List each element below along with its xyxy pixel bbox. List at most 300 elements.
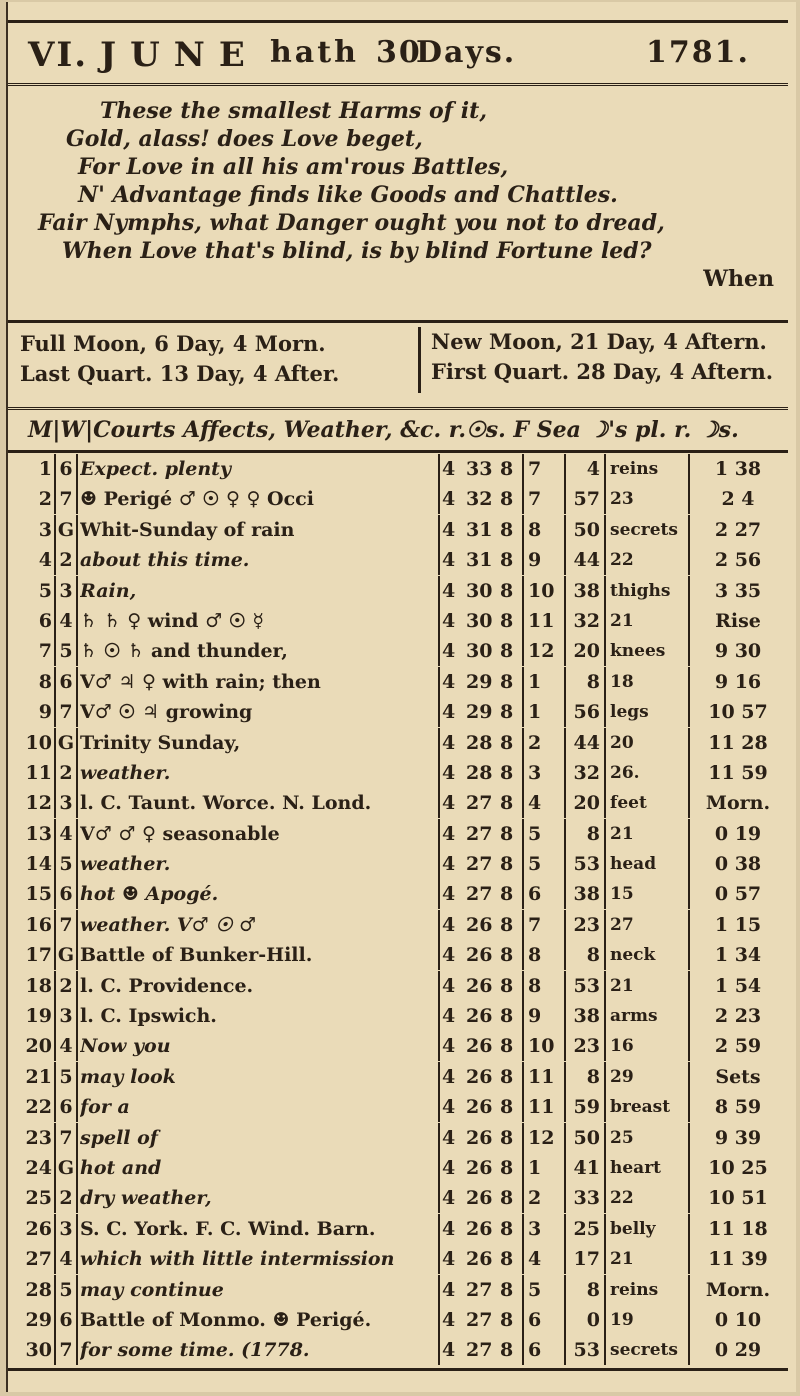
events-weather: Trinity Sunday,	[80, 731, 241, 754]
day-of-month: 3	[38, 518, 52, 541]
sunset-hour: 8	[500, 1183, 524, 1213]
sunrise-minute: 26	[466, 1156, 493, 1179]
sea-minute: 4	[528, 1248, 542, 1271]
sunrise-hour: 4	[438, 1153, 462, 1183]
sea-minute: 11	[528, 609, 555, 632]
days-label: Days.	[416, 35, 517, 70]
moon-phases	[8, 320, 788, 410]
moon-phases-right	[418, 327, 773, 393]
table-row	[8, 1214, 788, 1244]
events-weather: for a	[80, 1096, 130, 1119]
day-of-month: 4	[38, 549, 52, 572]
sunset-hour: 8	[500, 819, 524, 849]
sunrise-hour: 4	[438, 454, 462, 484]
moon-degree: 44	[564, 545, 602, 575]
table-row	[8, 545, 788, 575]
events-weather: for some time. (1778.	[80, 1339, 310, 1362]
sea-minute: 8	[528, 944, 542, 967]
day-of-month: 25	[25, 1187, 52, 1210]
sea-minute: 11	[528, 1096, 555, 1119]
events-weather: ♄ ♄ ♀ wind ♂ ☉ ☿	[80, 609, 265, 632]
weekday: 7	[54, 910, 78, 940]
table-row	[8, 667, 788, 697]
weekday: 3	[54, 1214, 78, 1244]
sunrise-minute: 28	[466, 731, 493, 754]
day-of-month: 9	[38, 701, 52, 724]
sunset-hour: 8	[500, 697, 524, 727]
sunrise-minute: 27	[466, 853, 493, 876]
moon-rise-set: 10 51	[688, 1183, 786, 1213]
table-row	[8, 879, 788, 909]
events-weather: which with little intermission	[80, 1248, 395, 1271]
sunrise-minute: 27	[466, 822, 493, 845]
moon-sign: 23	[604, 484, 686, 514]
sunset-hour: 8	[500, 758, 524, 788]
day-of-month: 7	[38, 640, 52, 663]
weekday: G	[54, 1153, 78, 1183]
sunset-hour: 8	[500, 879, 524, 909]
table-row	[8, 484, 788, 514]
days-count: 30	[376, 35, 422, 70]
sunrise-minute: 27	[466, 1278, 493, 1301]
moon-sign: 22	[604, 1183, 686, 1213]
sea-minute: 6	[528, 1339, 542, 1362]
moon-rise-set: 9 39	[688, 1123, 786, 1153]
sunset-hour: 8	[500, 1305, 524, 1335]
events-weather: V♂ ☉ ♃ growing	[80, 701, 253, 724]
sunset-hour: 8	[500, 454, 524, 484]
sea-minute: 5	[528, 822, 542, 845]
day-of-month: 2	[38, 488, 52, 511]
moon-rise-set: 2 23	[688, 1001, 786, 1031]
verse-line: N' Advantage finds like Goods and Chattles.	[78, 182, 618, 208]
moon-degree: 50	[564, 515, 602, 545]
sunset-hour: 8	[500, 940, 524, 970]
day-of-month: 29	[25, 1308, 52, 1331]
sunrise-hour: 4	[438, 788, 462, 818]
moon-degree: 8	[564, 1275, 602, 1305]
moon-sign: secrets	[604, 1335, 686, 1365]
sunset-hour: 8	[500, 728, 524, 758]
table-row	[8, 1031, 788, 1061]
moon-sign: 19	[604, 1305, 686, 1335]
sunrise-hour: 4	[438, 576, 462, 606]
moon-degree: 23	[564, 910, 602, 940]
sea-minute: 7	[528, 458, 542, 480]
weekday: 3	[54, 576, 78, 606]
sunrise-hour: 4	[438, 1305, 462, 1335]
moon-degree: 38	[564, 576, 602, 606]
sunrise-hour: 4	[438, 910, 462, 940]
month-header	[8, 20, 788, 86]
events-weather: Whit-Sunday of rain	[80, 518, 295, 541]
table-row	[8, 1062, 788, 1092]
events-weather: Battle of Monmo. ☻ Perigé.	[80, 1308, 372, 1331]
sunrise-minute: 26	[466, 1035, 493, 1058]
table-row	[8, 788, 788, 818]
day-of-month: 1	[38, 458, 52, 480]
table-row	[8, 1123, 788, 1153]
day-of-month: 14	[25, 853, 52, 876]
moon-rise-set: 0 19	[688, 819, 786, 849]
verse-line: When Love that's blind, is by blind Fortune led?	[62, 238, 652, 264]
day-of-month: 17	[25, 944, 52, 967]
events-weather: Expect. plenty	[80, 458, 231, 480]
sunrise-hour: 4	[438, 1062, 462, 1092]
day-of-month: 11	[25, 761, 52, 784]
sunset-hour: 8	[500, 971, 524, 1001]
sunrise-minute: 26	[466, 1065, 493, 1088]
sunrise-hour: 4	[438, 636, 462, 666]
sunrise-hour: 4	[438, 545, 462, 575]
sunset-hour: 8	[500, 788, 524, 818]
moon-rise-set: 1 34	[688, 940, 786, 970]
weekday: 2	[54, 1183, 78, 1213]
moon-sign: feet	[604, 788, 686, 818]
sunrise-minute: 31	[466, 549, 493, 572]
moon-sign: breast	[604, 1092, 686, 1122]
sunrise-hour: 4	[438, 667, 462, 697]
new-moon: New Moon, 21 Day, 4 Aftern.	[431, 329, 767, 354]
moon-degree: 17	[564, 1244, 602, 1274]
table-row	[8, 849, 788, 879]
sunrise-hour: 4	[438, 758, 462, 788]
events-weather: weather.	[80, 761, 171, 784]
month-name: JUNE	[100, 35, 259, 75]
day-of-month: 21	[25, 1065, 52, 1088]
moon-degree: 57	[564, 484, 602, 514]
moon-sign: 15	[604, 879, 686, 909]
day-of-month: 18	[25, 974, 52, 997]
moon-degree: 53	[564, 1335, 602, 1365]
sea-minute: 6	[528, 883, 542, 906]
sea-minute: 5	[528, 1278, 542, 1301]
moon-sign: 29	[604, 1062, 686, 1092]
first-quarter: First Quart. 28 Day, 4 Aftern.	[431, 359, 774, 384]
moon-rise-set: Rise	[688, 606, 786, 636]
sea-minute: 1	[528, 670, 542, 693]
sea-minute: 1	[528, 701, 542, 724]
day-of-month: 13	[25, 822, 52, 845]
day-of-month: 12	[25, 792, 52, 815]
moon-rise-set: 11 59	[688, 758, 786, 788]
sunrise-hour: 4	[438, 971, 462, 1001]
sunrise-hour: 4	[438, 1031, 462, 1061]
moon-rise-set: 0 10	[688, 1305, 786, 1335]
moon-sign: 21	[604, 1244, 686, 1274]
sunrise-hour: 4	[438, 697, 462, 727]
moon-degree: 53	[564, 971, 602, 1001]
sunrise-minute: 30	[466, 579, 493, 602]
events-weather: Now you	[80, 1035, 171, 1058]
weekday: 7	[54, 1123, 78, 1153]
sunrise-minute: 26	[466, 1217, 493, 1240]
sunrise-minute: 26	[466, 1126, 493, 1149]
sunset-hour: 8	[500, 1214, 524, 1244]
sunset-hour: 8	[500, 667, 524, 697]
sunset-hour: 8	[500, 1335, 524, 1365]
sea-minute: 12	[528, 640, 555, 663]
day-of-month: 27	[25, 1248, 52, 1271]
sunrise-minute: 27	[466, 1339, 493, 1362]
day-of-month: 19	[25, 1005, 52, 1028]
sunset-hour: 8	[500, 1153, 524, 1183]
table-row	[8, 636, 788, 666]
moon-sign: heart	[604, 1153, 686, 1183]
weekday: 7	[54, 484, 78, 514]
moon-sign: reins	[604, 454, 686, 484]
table-row	[8, 515, 788, 545]
sunrise-minute: 31	[466, 518, 493, 541]
table-row	[8, 1335, 788, 1365]
sea-minute: 7	[528, 488, 542, 511]
bottom-rule	[8, 1368, 788, 1371]
moon-sign: 21	[604, 971, 686, 1001]
verse-line: Fair Nymphs, what Danger ought you not to dread,	[38, 210, 665, 236]
table-row	[8, 1153, 788, 1183]
events-weather: l. C. Ipswich.	[80, 1005, 217, 1028]
events-weather: ☻ Perigé ♂ ☉ ♀ ♀ Occi	[80, 488, 314, 511]
sunrise-minute: 29	[466, 670, 493, 693]
sunrise-hour: 4	[438, 1092, 462, 1122]
sunset-hour: 8	[500, 545, 524, 575]
table-row	[8, 576, 788, 606]
moon-rise-set: 2 59	[688, 1031, 786, 1061]
sea-minute: 11	[528, 1065, 555, 1088]
sunset-hour: 8	[500, 1244, 524, 1274]
moon-rise-set: Morn.	[688, 1275, 786, 1305]
day-table	[8, 454, 788, 1366]
table-row	[8, 1275, 788, 1305]
weekday: 6	[54, 1305, 78, 1335]
moon-sign: 21	[604, 606, 686, 636]
sea-minute: 3	[528, 761, 542, 784]
day-of-month: 5	[38, 579, 52, 602]
sunset-hour: 8	[500, 576, 524, 606]
weekday: 4	[54, 819, 78, 849]
moon-rise-set: 10 57	[688, 697, 786, 727]
sunrise-minute: 26	[466, 1096, 493, 1119]
sea-minute: 10	[528, 1035, 555, 1058]
sea-minute: 8	[528, 974, 542, 997]
table-row	[8, 1183, 788, 1213]
moon-sign: belly	[604, 1214, 686, 1244]
moon-sign: arms	[604, 1001, 686, 1031]
sunset-hour: 8	[500, 515, 524, 545]
verse-catchword: When	[703, 266, 774, 292]
moon-phases-left	[20, 329, 339, 389]
verse-line: Gold, alass! does Love beget,	[66, 126, 423, 152]
column-header	[8, 410, 788, 453]
sunset-hour: 8	[500, 1092, 524, 1122]
moon-degree: 41	[564, 1153, 602, 1183]
sunrise-hour: 4	[438, 484, 462, 514]
table-row	[8, 1092, 788, 1122]
weekday: 5	[54, 849, 78, 879]
verse-block	[38, 97, 778, 293]
moon-degree: 32	[564, 758, 602, 788]
almanac-page	[6, 2, 796, 1392]
events-weather: hot and	[80, 1156, 162, 1179]
sea-minute: 4	[528, 792, 542, 815]
events-weather: weather.	[80, 853, 171, 876]
sunset-hour: 8	[500, 606, 524, 636]
month-number: VI.	[28, 35, 89, 75]
events-weather: may look	[80, 1065, 176, 1088]
moon-rise-set: 3 35	[688, 576, 786, 606]
day-of-month: 23	[25, 1126, 52, 1149]
sea-minute: 10	[528, 579, 555, 602]
moon-degree: 20	[564, 788, 602, 818]
weekday: 6	[54, 879, 78, 909]
moon-degree: 8	[564, 940, 602, 970]
moon-degree: 50	[564, 1123, 602, 1153]
weekday: 3	[54, 1001, 78, 1031]
events-weather: dry weather,	[80, 1187, 212, 1210]
moon-rise-set: 8 59	[688, 1092, 786, 1122]
moon-rise-set: 1 54	[688, 971, 786, 1001]
sea-minute: 9	[528, 549, 542, 572]
weekday: 2	[54, 758, 78, 788]
day-of-month: 20	[25, 1035, 52, 1058]
day-of-month: 30	[25, 1339, 52, 1362]
sea-minute: 2	[528, 1187, 542, 1210]
moon-sign: 18	[604, 667, 686, 697]
weekday: 6	[54, 454, 78, 484]
moon-rise-set: 0 57	[688, 879, 786, 909]
sunrise-hour: 4	[438, 1183, 462, 1213]
events-weather: may continue	[80, 1278, 224, 1301]
moon-degree: 25	[564, 1214, 602, 1244]
moon-degree: 59	[564, 1092, 602, 1122]
moon-rise-set: 2 4	[688, 484, 786, 514]
verse-line: These the smallest Harms of it,	[100, 98, 487, 124]
sunrise-minute: 26	[466, 944, 493, 967]
table-row	[8, 1305, 788, 1335]
weekday: 7	[54, 1335, 78, 1365]
sunrise-hour: 4	[438, 728, 462, 758]
sunrise-minute: 30	[466, 609, 493, 632]
weekday: 4	[54, 606, 78, 636]
moon-sign: 16	[604, 1031, 686, 1061]
sea-minute: 12	[528, 1126, 555, 1149]
sunrise-minute: 26	[466, 974, 493, 997]
verse-line: For Love in all his am'rous Battles,	[78, 154, 509, 180]
events-weather: V♂ ♃ ♀ with rain; then	[80, 670, 321, 693]
sunrise-minute: 33	[466, 458, 493, 480]
sea-minute: 3	[528, 1217, 542, 1240]
moon-rise-set: 1 15	[688, 910, 786, 940]
sunrise-hour: 4	[438, 515, 462, 545]
moon-rise-set: 0 29	[688, 1335, 786, 1365]
events-weather: V♂ ♂ ♀ seasonable	[80, 822, 280, 845]
table-row	[8, 454, 788, 484]
sunrise-hour: 4	[438, 879, 462, 909]
day-of-month: 6	[38, 609, 52, 632]
weekday: G	[54, 940, 78, 970]
sunrise-hour: 4	[438, 606, 462, 636]
sunrise-hour: 4	[438, 940, 462, 970]
sunrise-hour: 4	[438, 1001, 462, 1031]
weekday: 4	[54, 1031, 78, 1061]
events-weather: l. C. Providence.	[80, 974, 254, 997]
moon-sign: legs	[604, 697, 686, 727]
sunset-hour: 8	[500, 1123, 524, 1153]
sunrise-minute: 27	[466, 1308, 493, 1331]
moon-degree: 20	[564, 636, 602, 666]
day-of-month: 22	[25, 1096, 52, 1119]
moon-sign: secrets	[604, 515, 686, 545]
moon-rise-set: 0 38	[688, 849, 786, 879]
sunset-hour: 8	[500, 849, 524, 879]
weekday: 6	[54, 667, 78, 697]
sunrise-hour: 4	[438, 849, 462, 879]
events-weather: Battle of Bunker-Hill.	[80, 944, 313, 967]
sunset-hour: 8	[500, 636, 524, 666]
moon-degree: 4	[564, 454, 602, 484]
weekday: 5	[54, 1062, 78, 1092]
year: 1781.	[646, 35, 750, 70]
sea-minute: 9	[528, 1005, 542, 1028]
moon-degree: 8	[564, 667, 602, 697]
moon-sign: knees	[604, 636, 686, 666]
sunset-hour: 8	[500, 1001, 524, 1031]
sunrise-hour: 4	[438, 819, 462, 849]
moon-rise-set: 10 25	[688, 1153, 786, 1183]
weekday: 5	[54, 1275, 78, 1305]
moon-rise-set: Morn.	[688, 788, 786, 818]
sea-minute: 5	[528, 853, 542, 876]
sunrise-hour: 4	[438, 1214, 462, 1244]
day-of-month: 10	[25, 731, 52, 754]
sunrise-minute: 29	[466, 701, 493, 724]
moon-rise-set: 9 16	[688, 667, 786, 697]
full-moon: Full Moon, 6 Day, 4 Morn.	[20, 331, 326, 356]
weekday: 4	[54, 1244, 78, 1274]
events-weather: l. C. Taunt. Worce. N. Lond.	[80, 792, 372, 815]
weekday: 7	[54, 697, 78, 727]
moon-degree: 23	[564, 1031, 602, 1061]
column-header-text: M|W|Courts Affects, Weather, &c. r.☉s. F Sea ☽'s pl. r. ☽s.	[28, 417, 739, 443]
table-row	[8, 819, 788, 849]
day-of-month: 15	[25, 883, 52, 906]
sunrise-minute: 30	[466, 640, 493, 663]
table-row	[8, 1001, 788, 1031]
sunrise-hour: 4	[438, 1335, 462, 1365]
day-of-month: 24	[25, 1156, 52, 1179]
events-weather: weather. V♂ ☉ ♂	[80, 913, 257, 936]
moon-sign: thighs	[604, 576, 686, 606]
events-weather: ♄ ☉ ♄ and thunder,	[80, 640, 288, 663]
weekday: 5	[54, 636, 78, 666]
sea-minute: 7	[528, 913, 542, 936]
table-row	[8, 910, 788, 940]
moon-rise-set: 11 28	[688, 728, 786, 758]
day-of-month: 26	[25, 1217, 52, 1240]
moon-rise-set: Sets	[688, 1062, 786, 1092]
sunset-hour: 8	[500, 1062, 524, 1092]
sunrise-minute: 32	[466, 488, 493, 511]
events-weather: hot ☻ Apogé.	[80, 883, 219, 906]
last-quarter: Last Quart. 13 Day, 4 After.	[20, 361, 340, 386]
sunrise-hour: 4	[438, 1244, 462, 1274]
moon-degree: 32	[564, 606, 602, 636]
table-row	[8, 728, 788, 758]
moon-degree: 38	[564, 879, 602, 909]
sunrise-minute: 26	[466, 1187, 493, 1210]
sea-minute: 1	[528, 1156, 542, 1179]
sunrise-minute: 26	[466, 1248, 493, 1271]
